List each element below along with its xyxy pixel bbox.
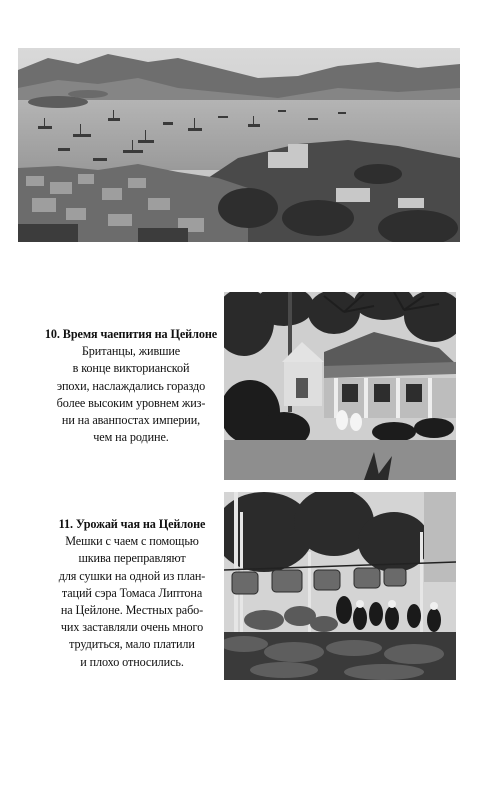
tea-harvest-photo [224,492,456,680]
caption-line: трудиться, мало платили [69,637,195,652]
caption-tea-time [42,326,220,446]
caption-line: ни на аванпостах империи, [61,413,201,428]
caption-line: таций сэра Томаса Липтона [61,585,203,600]
harbor-photo [18,48,460,242]
bungalow-photo [224,292,456,480]
caption-line: чем на родине. [93,430,169,445]
caption-line: для сушки на одной из план- [58,568,206,583]
caption-line: Британцы, жившие [81,344,181,359]
caption-line: и плохо относились. [80,654,184,669]
caption-line: в конце викторианской [72,361,190,376]
caption-line: чих заставляли очень много [60,620,204,635]
caption-tea-harvest [44,516,220,671]
caption-line: эпохи, наслаждались гораздо [56,378,206,393]
caption-line: на Цейлоне. Местных рабо- [60,603,204,618]
caption-line: шкива переправляют [78,551,186,566]
caption-title: 11. Урожай чая на Цейлоне [58,517,206,531]
caption-title: 10. Время чаепития на Цейлоне [44,327,218,341]
caption-line: Мешки с чаем с помощью [65,534,199,549]
caption-line: более высоким уровнем жиз- [56,395,206,410]
